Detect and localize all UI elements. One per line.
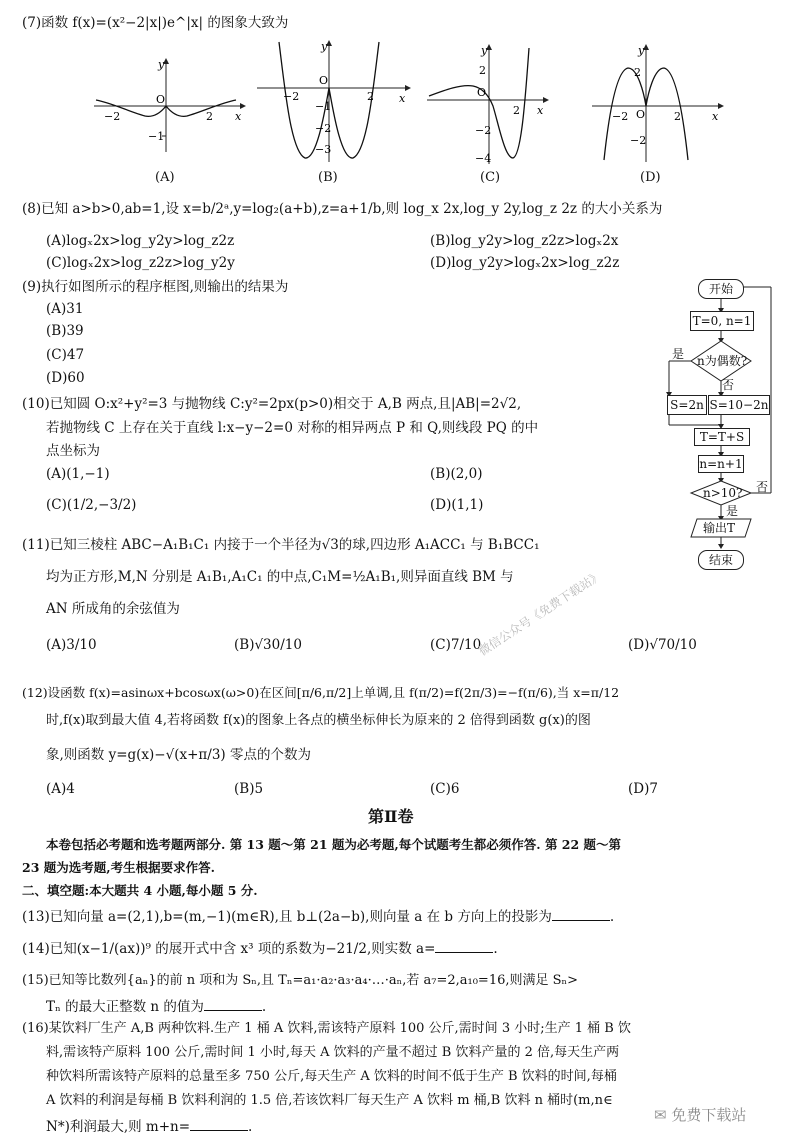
q15-line1: (15)已知等比数列{aₙ}的前 n 项和为 Sₙ,且 Tₙ=a₁·a₂·a₃·a₄·…·aₙ,若 a₇=2,a₁₀=16,则满足 Sₙ> [22, 973, 579, 988]
svg-text:x: x [537, 104, 544, 117]
q8-stem: (8)已知 a>b>0,ab=1,设 x=b/2ᵃ,y=log₂(a+b),z=a+1/b,则 log_x 2x,log_y 2y,log_z 2z 的大小关系为 [22, 201, 663, 217]
flowchart-accumulate: T=T+S [694, 428, 750, 446]
svg-text:−2: −2 [630, 134, 647, 147]
q13-text: (13)已知向量 a=(2,1),b=(m,−1)(m∈R),且 b⊥(2a−b),则向量 a 在 b 方向上的投影为 [22, 909, 552, 925]
watermark-corner-text: 免费下载站 [671, 1106, 747, 1124]
q16-answer-blank[interactable] [190, 1116, 248, 1131]
graph-a-x-tick: 2 [206, 110, 213, 123]
q10-line1: (10)已知圆 O:x²+y²=3 与抛物线 C:y²=2px(p>0)相交于 A,B 两点,且|AB|=2√2, [22, 396, 522, 412]
q16-line2: 料,需该特产原料 100 公斤,需时间 1 小时,每天 A 饮料的产量不超过 B 饮料产量的 2 倍,每天生产两 [46, 1045, 620, 1060]
svg-text:−1: −1 [315, 100, 332, 113]
watermark-diagonal: 微信公众号《免费下载站》 [476, 568, 605, 659]
q14-answer-blank[interactable] [435, 938, 493, 953]
flowchart-init: T=0, n=1 [690, 311, 754, 331]
q12-line2: 时,f(x)取到最大值 4,若将函数 f(x)的图象上各点的横坐标伸长为原来的 2 倍得到函数 g(x)的图 [46, 713, 591, 728]
q7-stem: (7)函数 f(x)=(x²−2|x|)e^|x| 的图象大致为 [22, 15, 289, 31]
graph-c [425, 44, 555, 166]
graph-a [90, 56, 250, 156]
q11-line1: (11)已知三棱柱 ABC−A₁B₁C₁ 内接于一个半径为√3的球,四边形 A₁ACC₁ 与 B₁BCC₁ [22, 537, 540, 553]
svg-text:2: 2 [513, 104, 520, 117]
svg-text:y: y [158, 58, 165, 71]
svg-text:−2: −2 [612, 110, 629, 123]
flowchart-yes-2: 是 [726, 504, 739, 518]
q12-line3: 象,则函数 y=g(x)−√(x+π/3) 零点的个数为 [46, 747, 311, 763]
part2-note-line1: 本卷包括必考题和选考题两部分. 第 13 题～第 21 题为必考题,每个试题考生都必须作答. 第 22 题～第 [46, 837, 622, 852]
q15-line2-text: Tₙ 的最大正整数 n 的值为 [46, 999, 204, 1015]
flowchart-end: 结束 [698, 550, 744, 570]
q8-option-c: (C)logₓ2x>log_z2z>log_y2y [46, 255, 235, 271]
q10-line3: 点坐标为 [46, 443, 100, 459]
q11-option-a: (A)3/10 [46, 637, 97, 653]
svg-text:x: x [399, 92, 406, 105]
q9-option-d: (D)60 [46, 370, 85, 386]
q16-line5-text: N*)利润最大,则 m+n= [46, 1119, 191, 1135]
svg-text:O: O [477, 86, 487, 99]
q12-option-d: (D)7 [628, 781, 658, 797]
q14-text: (14)已知(x−1/(ax))⁹ 的展开式中含 x³ 项的系数为−21/2,则实数 a= [22, 941, 436, 957]
q12-option-b: (B)5 [234, 781, 264, 797]
svg-text:2: 2 [367, 90, 374, 103]
flowchart-yes-1: 是 [672, 347, 685, 361]
svg-text:O: O [319, 74, 329, 87]
flowchart-no-2: 否 [756, 480, 769, 494]
q10-option-b: (B)(2,0) [430, 466, 483, 482]
flowchart-assign-odd: S=10−2n [708, 395, 770, 415]
flowchart-increment: n=n+1 [699, 457, 743, 471]
part2-title: 第Ⅱ卷 [368, 807, 414, 826]
svg-text:y: y [638, 44, 645, 57]
watermark-corner [650, 1106, 750, 1124]
q11-line2: 均为正方形,M,N 分别是 A₁B₁,A₁C₁ 的中点,C₁M=½A₁B₁,则异面直线 BM 与 [46, 569, 514, 585]
svg-text:y: y [481, 44, 488, 57]
q11-option-c: (C)7/10 [430, 637, 482, 653]
q10-option-c: (C)(1/2,−3/2) [46, 497, 137, 513]
flowchart-output: 输出T [703, 521, 736, 535]
q13-answer-blank[interactable] [552, 906, 610, 921]
q11-line3: AN 所成角的余弦值为 [46, 601, 180, 617]
q16-line3: 种饮料所需该特产原料的总量至多 750 公斤,每天生产 A 饮料的时间不低于生产 B 饮料的时间,每桶 [46, 1069, 617, 1084]
svg-text:−2: −2 [475, 124, 492, 137]
flowchart-start: 开始 [698, 279, 744, 299]
q10-line2: 若抛物线 C 上存在关于直线 l:x−y−2=0 对称的相异两点 P 和 Q,则线段 PQ 的中 [46, 420, 539, 436]
q10-option-a: (A)(1,−1) [46, 466, 110, 482]
q12-option-a: (A)4 [46, 781, 75, 797]
graph-d-label: (D) [640, 170, 661, 185]
svg-text:O: O [636, 108, 646, 121]
svg-text:x: x [235, 110, 242, 123]
svg-text:−2: −2 [283, 90, 300, 103]
graph-c-label: (C) [480, 170, 501, 185]
q8-option-b: (B)log_y2y>log_z2z>logₓ2x [430, 233, 619, 249]
graph-d [590, 44, 730, 164]
flowchart-cond-gt10: n>10? [703, 486, 743, 500]
part2-note-line2: 23 题为选考题,考生根据要求作答. [22, 860, 215, 875]
q9-option-b: (B)39 [46, 323, 84, 339]
q11-option-d: (D)√70/10 [628, 637, 697, 653]
svg-text:−2: −2 [315, 122, 332, 135]
q12-option-c: (C)6 [430, 781, 460, 797]
flowchart-no-1: 否 [722, 378, 735, 392]
graph-b [255, 40, 415, 165]
svg-text:−3: −3 [315, 143, 332, 156]
svg-text:−4: −4 [475, 152, 492, 165]
graph-b-label: (B) [318, 170, 338, 185]
graph-a-x-tick: −2 [104, 110, 121, 123]
graph-a-label: (A) [155, 170, 175, 185]
q16-line4: A 饮料的利润是每桶 B 饮料利润的 1.5 倍,若该饮料厂每天生产 A 饮料 m 桶,B 饮料 n 桶时(m,n∈ [46, 1093, 613, 1108]
svg-text:2: 2 [479, 64, 486, 77]
section-heading: 二、填空题:本大题共 4 小题,每小题 5 分. [22, 883, 258, 898]
q15-line2: Tₙ 的最大正整数 n 的值为 . [46, 996, 266, 1016]
q8-option-d: (D)log_y2y>logₓ2x>log_z2z [430, 255, 620, 271]
graph-a-origin: O [156, 93, 166, 106]
q13: (13)已知向量 a=(2,1),b=(m,−1)(m∈R),且 b⊥(2a−b),则向量 a 在 b 方向上的投影为 . [22, 906, 614, 926]
flowchart-cond-even: n为偶数? [697, 354, 748, 368]
q9-stem: (9)执行如图所示的程序框图,则输出的结果为 [22, 279, 289, 295]
q8-option-a: (A)logₓ2x>log_y2y>log_z2z [46, 233, 235, 249]
graph-a-y-tick: −1 [148, 130, 165, 143]
q14: (14)已知(x−1/(ax))⁹ 的展开式中含 x³ 项的系数为−21/2,则实数 a= . [22, 938, 498, 958]
flowchart-assign-even: S=2n [667, 395, 707, 415]
q12-line1: (12)设函数 f(x)=asinωx+bcosωx(ω>0)在区间[π/6,π/2]上单调,且 f(π/2)=f(2π/3)=−f(π/6),当 x=π/12 [22, 685, 620, 700]
svg-text:x: x [712, 110, 719, 123]
q15-answer-blank[interactable] [204, 996, 262, 1011]
svg-text:2: 2 [674, 110, 681, 123]
q11-option-b: (B)√30/10 [234, 637, 302, 653]
q9-option-a: (A)31 [46, 301, 84, 317]
q16-line5: N*)利润最大,则 m+n= . [46, 1116, 252, 1136]
svg-text:2: 2 [634, 66, 641, 79]
q10-option-d: (D)(1,1) [430, 497, 484, 513]
q9-option-c: (C)47 [46, 347, 85, 363]
q16-line1: (16)某饮料厂生产 A,B 两种饮料.生产 1 桶 A 饮料,需该特产原料 100 公斤,需时间 3 小时;生产 1 桶 B 饮 [22, 1021, 631, 1036]
wechat-icon: ✉ [654, 1106, 667, 1124]
svg-text:y: y [321, 40, 328, 53]
